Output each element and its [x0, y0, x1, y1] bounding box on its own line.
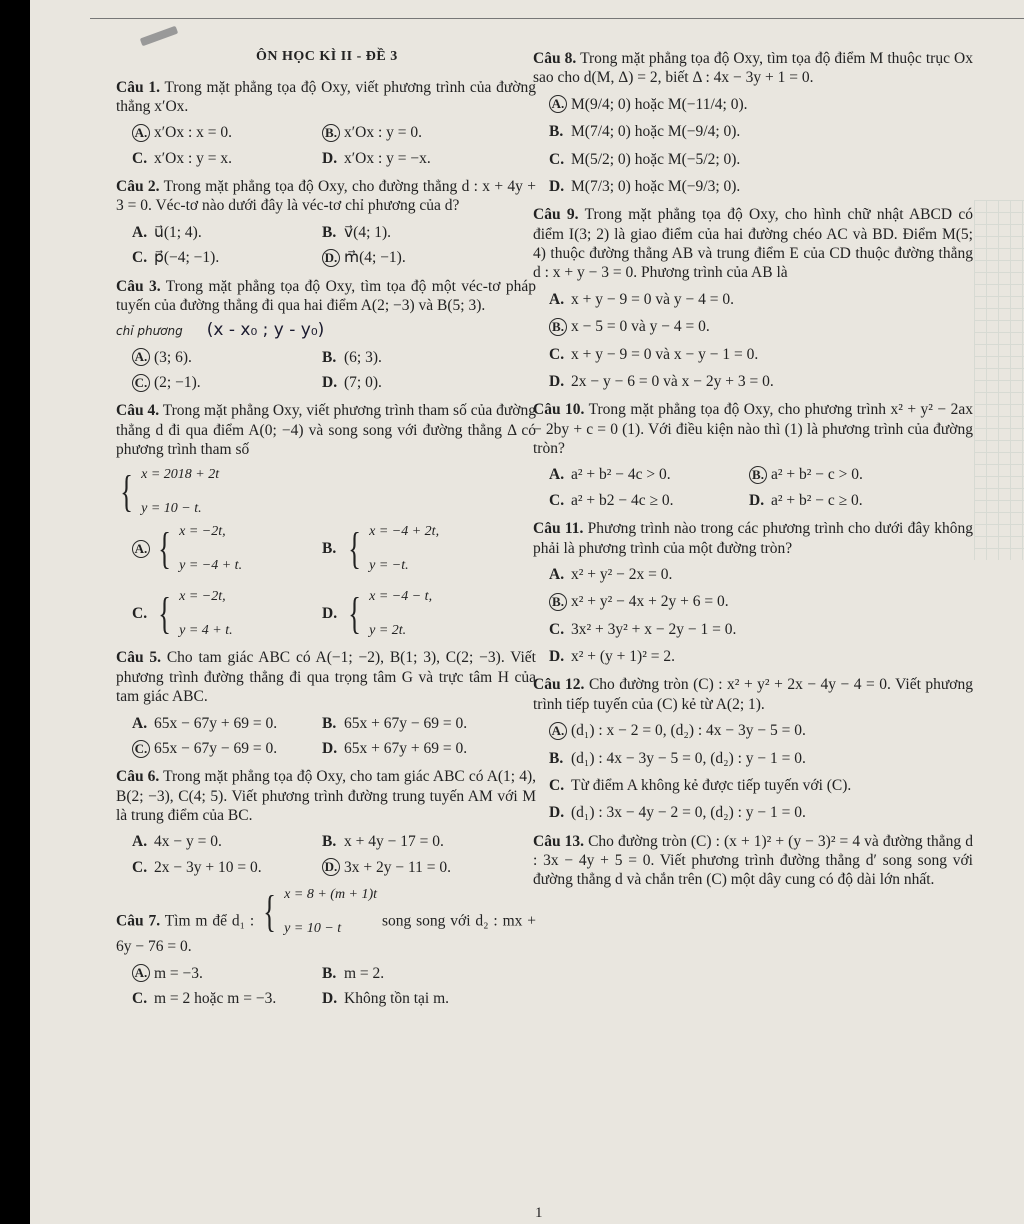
- option-letter: C.: [132, 858, 148, 876]
- question-body: Trong mặt phẳng tọa độ Oxy, cho hình chữ nhật ABCD có điểm I(3; 2) là giao điểm của hai đường chéo AC và BD. Điểm M(5; 4) thuộc đường thẳng AB và trung điểm E của CD thuộc đường thẳng d : x + y − 3 = 0. Phương trình của AB là: [533, 206, 973, 282]
- option-letter: C.: [132, 989, 148, 1007]
- question-text: [116, 767, 536, 825]
- system-line: y = 10 − t: [284, 920, 342, 936]
- answer-option: [132, 588, 322, 639]
- option-letter: D.: [749, 491, 765, 509]
- option-letter: A.: [132, 833, 148, 851]
- answer-options: [549, 721, 973, 823]
- answer-option: [549, 150, 973, 169]
- option-text: M(7/4; 0) hoặc M(−9/4; 0).: [571, 123, 741, 141]
- option-text: (7; 0).: [344, 373, 382, 391]
- question-body-pre: Tìm m để d₁ :: [164, 912, 255, 930]
- system-line: y = −4 + t.: [179, 557, 243, 573]
- option-text: x′Ox : y = 0.: [344, 124, 423, 142]
- question-label: Câu 9.: [533, 206, 579, 224]
- option-letter: B.: [322, 124, 340, 142]
- option-letter: C.: [132, 740, 150, 758]
- right-column: [533, 40, 973, 897]
- option-letter: A.: [549, 290, 565, 308]
- question-block: [116, 886, 536, 1008]
- option-letter: B.: [549, 593, 567, 611]
- grid-paper-edge: [974, 200, 1024, 560]
- option-text: 65x − 67y − 69 = 0.: [154, 739, 278, 757]
- brace-glyph: {: [348, 588, 361, 638]
- option-letter: D.: [322, 149, 338, 167]
- answer-option: [322, 373, 536, 392]
- option-text: m = −3.: [154, 964, 203, 982]
- brace-glyph: {: [120, 466, 133, 516]
- option-letter: D.: [322, 605, 338, 623]
- option-letter: D.: [549, 177, 565, 195]
- option-text: 65x + 67y + 69 = 0.: [344, 739, 468, 757]
- option-letter: A.: [549, 565, 565, 583]
- system-line: x = −2t,: [179, 524, 226, 540]
- brace-glyph: {: [158, 588, 171, 638]
- option-text: (d₁) : 4x − 3y − 5 = 0, (d₂) : y − 1 = 0.: [571, 749, 806, 767]
- question-body: Cho đường tròn (C) : x² + y² + 2x − 4y − 4 = 0. Viết phương trình tiếp tuyến của (C) kẻ từ A(2; 1).: [533, 676, 973, 713]
- option-text: m = 2 hoặc m = −3.: [154, 989, 277, 1007]
- left-column: [116, 40, 536, 1012]
- answer-option: [549, 290, 973, 309]
- answer-option: [549, 565, 973, 584]
- question-text: [533, 832, 973, 890]
- option-letter: A.: [549, 95, 567, 113]
- option-letter: B.: [322, 833, 337, 851]
- answer-option: [322, 523, 536, 574]
- answer-option: [549, 95, 973, 114]
- answer-option: [322, 348, 536, 367]
- line-d1-system: [259, 886, 377, 937]
- option-letter: C.: [132, 374, 150, 392]
- answer-option: [132, 858, 322, 877]
- option-letter: B.: [322, 964, 337, 982]
- option-letter: D.: [322, 373, 338, 391]
- question-text: [533, 400, 973, 458]
- question-label: Câu 11.: [533, 520, 584, 538]
- answer-option: [549, 647, 973, 666]
- option-text: M(7/3; 0) hoặc M(−9/3; 0).: [571, 177, 741, 195]
- option-text: 2x − y − 6 = 0 và x − 2y + 3 = 0.: [571, 372, 774, 390]
- option-letter: C.: [132, 249, 148, 267]
- option-text: m⃗(4; −1).: [344, 249, 406, 267]
- handwritten-formula: (x - x₀ ; y - y₀): [206, 320, 325, 341]
- option-text: (6; 3).: [344, 348, 382, 366]
- option-text: 4x − y = 0.: [154, 833, 222, 851]
- system-line: y = −t.: [369, 557, 409, 573]
- answer-option: [322, 739, 536, 758]
- option-text: (2; −1).: [154, 373, 201, 391]
- question-text: [533, 49, 973, 88]
- brace-glyph: {: [263, 886, 276, 936]
- option-letter: C.: [132, 149, 148, 167]
- option-letter: A.: [549, 722, 567, 740]
- answer-option: [549, 491, 749, 510]
- option-letter: D.: [549, 648, 565, 665]
- option-letter: A.: [132, 714, 148, 732]
- option-letter: A.: [132, 540, 150, 558]
- answer-option: [549, 803, 973, 822]
- question-label: Câu 10.: [533, 401, 585, 419]
- option-letter: A.: [549, 466, 565, 484]
- option-letter: A.: [132, 223, 148, 241]
- question-body: Trong mặt phẳng tọa độ Oxy, cho đường thẳng d : x + 4y + 3 = 0. Véc-tơ nào dưới đây là véc-tơ chỉ phương của d?: [116, 178, 536, 215]
- question-block: [533, 49, 973, 196]
- option-text: (d₁) : 3x − 4y − 2 = 0, (d₂) : y − 1 = 0.: [571, 804, 806, 822]
- option-text: x − 5 = 0 và y − 4 = 0.: [571, 318, 710, 336]
- answer-option: [132, 714, 322, 733]
- question-label: Câu 12.: [533, 676, 585, 694]
- question-block: [533, 205, 973, 391]
- answer-option: [549, 592, 973, 611]
- option-text: 3x² + 3y² + x − 2y − 1 = 0.: [571, 620, 737, 638]
- answer-options: [132, 832, 536, 877]
- question-body: Trong mặt phẳng tọa độ Oxy, cho phương trình x² + y² − 2ax − 2by + c = 0 (1). Với điều kiện nào thì (1) là phương trình của đường tròn?: [533, 401, 973, 457]
- option-letter: D.: [549, 372, 565, 390]
- option-text: x + y − 9 = 0 và x − y − 1 = 0.: [571, 345, 759, 363]
- answer-option: [132, 989, 322, 1008]
- option-text: a² + b² − c ≥ 0.: [771, 491, 863, 509]
- given-system: [116, 466, 536, 517]
- option-text: v⃗(4; 1).: [344, 223, 392, 241]
- answer-option: [322, 714, 536, 733]
- option-letter: D.: [322, 989, 338, 1007]
- question-text: [116, 277, 536, 316]
- answer-option: [322, 123, 536, 142]
- system-line: y = 10 − t.: [141, 500, 202, 516]
- answer-option: [132, 964, 322, 983]
- system-lines: [369, 588, 432, 639]
- question-label: Câu 7.: [116, 912, 161, 930]
- handwritten-note: chỉ phương: [116, 324, 183, 339]
- question-text: [533, 205, 973, 283]
- question-body: Trong mặt phẳng Oxy, viết phương trình tham số của đường thẳng d đi qua điểm A(0; −4) và song song với đường thẳng Δ có phương trình tham số: [116, 402, 536, 458]
- answer-option: [322, 223, 536, 242]
- equation-system: [154, 523, 242, 574]
- question-block: [533, 832, 973, 890]
- question-text: [116, 401, 536, 459]
- option-text: Từ điểm A không kẻ được tiếp tuyến với (C).: [571, 776, 852, 794]
- option-text: Không tồn tại m.: [344, 989, 450, 1007]
- option-letter: B.: [322, 714, 337, 732]
- option-letter: D.: [322, 739, 338, 757]
- question-label: Câu 1.: [116, 78, 160, 96]
- answer-options: [132, 714, 536, 759]
- question-block: [116, 277, 536, 393]
- option-text: M(5/2; 0) hoặc M(−5/2; 0).: [571, 150, 741, 168]
- option-letter: B.: [549, 749, 564, 767]
- option-text: (3; 6).: [154, 348, 192, 366]
- option-text: (d₁) : x − 2 = 0, (d₂) : 4x − 3y − 5 = 0.: [571, 722, 806, 740]
- question-body: Trong mặt phẳng tọa độ Oxy, cho tam giác ABC có A(1; 4), B(2; −3), C(4; 5). Viết phương trình đường trung tuyến AM với M là trung điểm của BC.: [116, 768, 536, 824]
- page-top-rule: [90, 18, 1024, 19]
- question-label: Câu 6.: [116, 768, 160, 786]
- option-text: x′Ox : y = x.: [154, 149, 233, 167]
- brace-glyph: {: [348, 523, 361, 573]
- option-text: 65x − 67y + 69 = 0.: [154, 714, 278, 732]
- answer-option: [322, 588, 536, 639]
- option-text: 2x − 3y + 10 = 0.: [154, 858, 262, 876]
- answer-option: [749, 491, 973, 510]
- question-body-post: song song với d₂ : mx + 6y − 76 = 0.: [116, 912, 537, 956]
- option-text: a² + b² − 4c > 0.: [571, 466, 671, 484]
- option-letter: D.: [322, 249, 340, 267]
- option-letter: B.: [749, 466, 767, 484]
- option-text: x′Ox : x = 0.: [154, 124, 233, 142]
- question-block: [533, 519, 973, 666]
- question-label: Câu 13.: [533, 832, 584, 850]
- system-lines: [179, 523, 242, 574]
- answer-option: [132, 149, 322, 168]
- question-text: [116, 648, 536, 706]
- answer-option: [322, 832, 536, 851]
- page-number: 1: [535, 1205, 543, 1221]
- delta-system: [116, 466, 219, 517]
- system-lines: [141, 466, 219, 517]
- question-block: [533, 675, 973, 822]
- answer-option: [549, 465, 749, 484]
- option-letter: D.: [322, 858, 340, 876]
- question-block: [116, 648, 536, 758]
- system-lines: [369, 523, 439, 574]
- answer-option: [549, 345, 973, 364]
- answer-option: [549, 620, 973, 639]
- answer-option: [132, 348, 322, 367]
- answer-options: [549, 465, 973, 510]
- answer-option: [132, 223, 322, 242]
- document-page: [30, 0, 1024, 1224]
- option-text: 3x + 2y − 11 = 0.: [344, 858, 452, 876]
- answer-option: [549, 317, 973, 336]
- option-text: m = 2.: [344, 964, 385, 982]
- answer-option: [132, 739, 322, 758]
- option-letter: C.: [549, 491, 565, 509]
- question-body: Trong mặt phẳng tọa độ Oxy, tìm tọa độ điểm M thuộc trục Ox sao cho d(M, Δ) = 2, biết Δ : 4x − 3y + 1 = 0.: [533, 50, 973, 87]
- answer-option: [132, 248, 322, 267]
- answer-options: [132, 223, 536, 268]
- answer-option: [132, 523, 322, 574]
- question-text: [116, 177, 536, 216]
- system-lines: [284, 886, 377, 937]
- question-block: [116, 767, 536, 877]
- option-letter: C.: [549, 345, 565, 363]
- system-line: x = −2t,: [179, 589, 226, 605]
- answer-option: [322, 858, 536, 877]
- question-text: [116, 886, 536, 956]
- system-line: y = 4 + t.: [179, 622, 233, 638]
- answer-options: [549, 565, 973, 667]
- answer-option: [549, 721, 973, 740]
- system-line: x = 2018 + 2t: [141, 467, 220, 483]
- answer-option: [322, 964, 536, 983]
- system-line: y = 2t.: [369, 622, 407, 638]
- option-text: x′Ox : y = −x.: [344, 149, 431, 167]
- option-text: M(9/4; 0) hoặc M(−11/4; 0).: [571, 95, 748, 113]
- option-text: p⃗(−4; −1).: [154, 249, 220, 267]
- option-letter: A.: [132, 964, 150, 982]
- option-text: u⃗(1; 4).: [154, 223, 202, 241]
- option-letter: A.: [132, 124, 150, 142]
- option-text: x + 4y − 17 = 0.: [344, 833, 444, 851]
- question-block: [533, 400, 973, 510]
- question-label: Câu 5.: [116, 649, 161, 667]
- option-letter: B.: [549, 123, 564, 141]
- equation-system: [344, 523, 439, 574]
- equation-system: [344, 588, 432, 639]
- brace-glyph: {: [158, 523, 171, 573]
- question-label: Câu 4.: [116, 402, 160, 420]
- question-block: [116, 78, 536, 169]
- option-text: a² + b² − c > 0.: [771, 466, 863, 484]
- handwritten-annotation: [116, 320, 536, 341]
- answer-option: [749, 465, 973, 484]
- option-text: x + y − 9 = 0 và y − 4 = 0.: [571, 290, 734, 308]
- answer-option: [549, 372, 973, 391]
- option-letter: B.: [322, 223, 337, 241]
- answer-option: [549, 776, 973, 795]
- equation-system: [154, 588, 233, 639]
- question-body: Cho tam giác ABC có A(−1; −2), B(1; 3), C(2; −3). Viết phương trình đường thẳng đi qua trọng tâm G và trực tâm H của tam giác ABC.: [116, 649, 536, 706]
- option-text: 65x + 67y − 69 = 0.: [344, 714, 468, 732]
- system-line: x = 8 + (m + 1)t: [284, 887, 378, 903]
- option-letter: B.: [322, 348, 337, 366]
- option-letter: B.: [322, 540, 337, 558]
- answer-option: [322, 248, 536, 267]
- option-letter: B.: [549, 318, 567, 336]
- question-body: Trong mặt phẳng tọa độ Oxy, viết phương trình của đường thẳng x′Ox.: [116, 78, 536, 115]
- answer-option: [322, 149, 536, 168]
- option-text: x² + y² − 2x = 0.: [571, 565, 673, 583]
- answer-option: [132, 832, 322, 851]
- question-block: [116, 401, 536, 639]
- answer-option: [132, 373, 322, 392]
- question-label: Câu 2.: [116, 178, 160, 195]
- system-line: x = −4 + 2t,: [369, 524, 440, 540]
- question-label: Câu 8.: [533, 50, 577, 67]
- option-text: x² + (y + 1)² = 2.: [571, 648, 675, 665]
- answer-options: [132, 348, 536, 393]
- option-letter: D.: [549, 804, 565, 822]
- answer-option: [132, 123, 322, 142]
- answer-options: [132, 964, 536, 1009]
- question-text: [533, 675, 973, 714]
- question-text: [533, 519, 973, 558]
- question-text: [116, 78, 536, 117]
- answer-option: [549, 749, 973, 768]
- option-text: x² + y² − 4x + 2y + 6 = 0.: [571, 593, 729, 611]
- option-letter: A.: [132, 348, 150, 366]
- question-body: Cho đường tròn (C) : (x + 1)² + (y − 3)² = 4 và đường thẳng d : 3x − 4y + 5 = 0. Viết phương trình đường thẳng d′ song song với đường thẳng d và chắn trên (C) một dây cung có độ dài lớn nhất.: [533, 832, 973, 889]
- option-letter: C.: [132, 605, 148, 623]
- answer-options: [549, 95, 973, 197]
- option-letter: C.: [549, 620, 565, 638]
- question-block: [116, 177, 536, 268]
- answer-option: [549, 177, 973, 196]
- answer-option: [549, 122, 973, 141]
- option-letter: C.: [549, 776, 565, 794]
- answer-options: [132, 123, 536, 168]
- answer-option: [322, 989, 536, 1008]
- question-label: Câu 3.: [116, 277, 161, 295]
- answer-options: [549, 290, 973, 392]
- page-title: ÔN HỌC KÌ II - ĐỀ 3: [256, 49, 398, 64]
- option-text: a² + b2 − 4c ≥ 0.: [571, 491, 674, 509]
- system-lines: [179, 588, 233, 639]
- option-letter: C.: [549, 150, 565, 168]
- system-line: x = −4 − t,: [369, 589, 433, 605]
- question-body: Phương trình nào trong các phương trình cho dưới đây không phải là phương trình của một đường tròn?: [533, 520, 974, 557]
- answer-options: [132, 523, 536, 639]
- question-body: Trong mặt phẳng tọa độ Oxy, tìm tọa độ một véc-tơ pháp tuyến của đường thẳng đi qua hai điểm A(2; −3) và B(5; 3).: [116, 277, 536, 314]
